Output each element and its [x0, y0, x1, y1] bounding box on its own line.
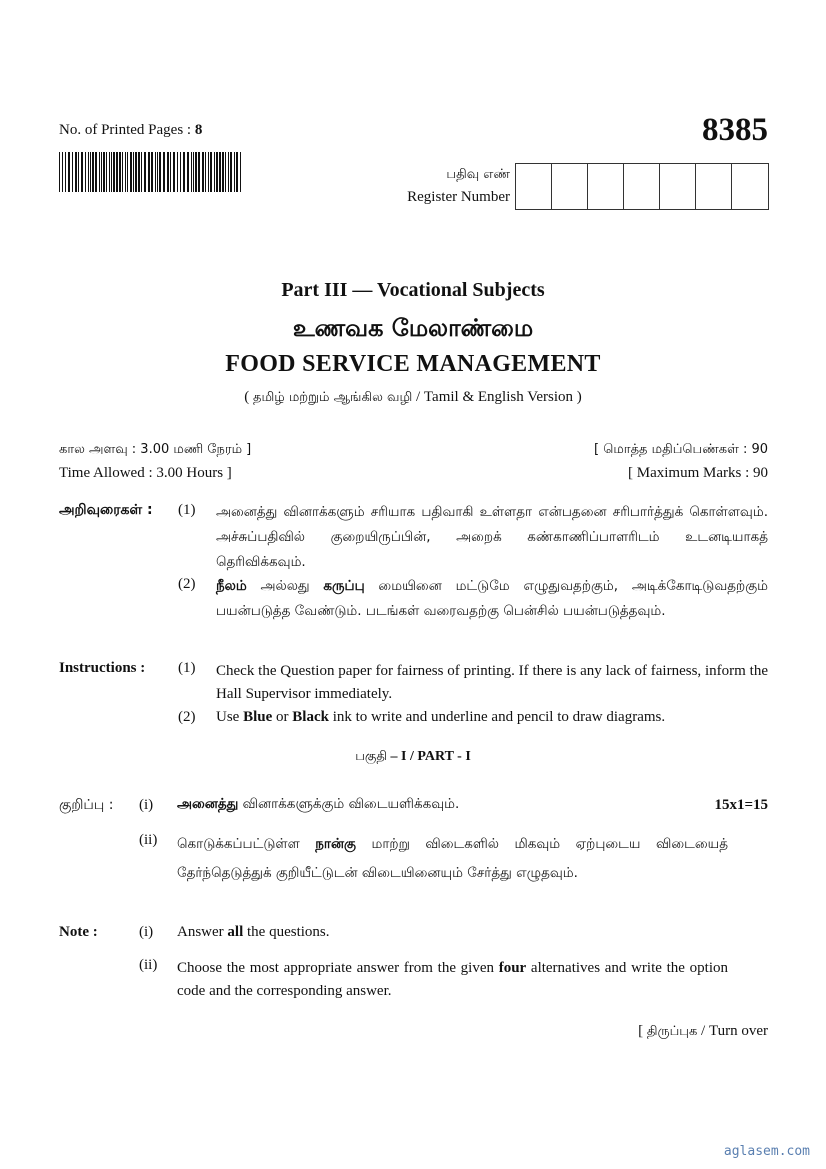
barcode-bar: [111, 152, 112, 192]
max-marks-english: [ Maximum Marks : 90: [628, 465, 768, 481]
time-allowed-english: Time Allowed : 3.00 Hours ]: [59, 465, 232, 481]
barcode-bar: [155, 152, 156, 192]
note-number: (i): [139, 924, 154, 940]
version-tamil: தமிழ் மற்றும் ஆங்கில வழி: [252, 390, 413, 405]
barcode-bar: [167, 152, 169, 192]
barcode-bar: [170, 152, 171, 192]
barcode-bar: [78, 152, 79, 192]
barcode-bar: [222, 152, 224, 192]
part-heading-english: – I / PART - I: [387, 749, 471, 764]
barcode-bar: [234, 152, 235, 192]
barcode-bar: [225, 152, 226, 192]
register-digit-box[interactable]: [732, 164, 768, 209]
register-label-tamil: பதிவு எண்: [446, 167, 510, 182]
barcode-bar: [205, 152, 206, 192]
note-tamil-2: கொடுக்கப்பட்டுள்ள நான்கு மாற்று விடைகளில் மிகவும் ஏற்புடைய விடையைத் தேர்ந்தெடுத்துக் குறியீட்டுடன் விடையினையும் சேர்த்து எழுதவும்.: [177, 836, 728, 881]
barcode-bar: [85, 152, 86, 192]
barcode-bar: [157, 152, 158, 192]
barcode-bar: [191, 152, 192, 192]
barcode-bar: [75, 152, 77, 192]
section-marks: 15x1=15: [714, 797, 768, 813]
part-title: Part III — Vocational Subjects: [281, 279, 545, 301]
turn-over-tamil: திருப்புக: [646, 1024, 698, 1039]
barcode-bar: [122, 152, 123, 192]
printed-pages-label: No. of Printed Pages :: [59, 122, 195, 138]
barcode-bar: [106, 152, 107, 192]
instruction-tamil-2: நீலம் அல்லது கருப்பு மையினை மட்டுமே எழுதுவதற்கும், அடிக்கோடிடுவதற்கும் பயன்படுத்த வேண்டும். படங்கள் வரைவதற்கு பென்சில் பயன்படுத்தவும்.: [216, 578, 768, 619]
barcode-bar: [141, 152, 142, 192]
barcode-bar: [88, 152, 89, 192]
note-label-english: Note :: [59, 924, 98, 940]
barcode-bar: [195, 152, 197, 192]
barcode-bar: [95, 152, 97, 192]
barcode-bar: [216, 152, 218, 192]
instruction-english-1: Check the Question paper for fairness of printing. If there is any lack of fairness, inform the Hall Supervisor immediately.: [216, 663, 768, 702]
note-english-2: Choose the most appropriate answer from the given four alternatives and write the option code and the corresponding answer.: [177, 960, 728, 999]
barcode-bar: [113, 152, 115, 192]
part-heading: [0, 748, 826, 765]
turn-over-note: [ திருப்புக / Turn over: [638, 1023, 768, 1039]
subject-title-tamil: உணவக மேலாண்மை: [292, 314, 534, 342]
instruction-number: (1): [178, 502, 196, 518]
barcode-bar: [183, 152, 185, 192]
printed-pages-value: 8: [194, 122, 203, 138]
barcode-bar: [219, 152, 221, 192]
barcode-bar: [202, 152, 204, 192]
paper-code: 8385: [702, 112, 768, 148]
register-digit-box[interactable]: [696, 164, 732, 209]
barcode-bar: [135, 152, 137, 192]
time-allowed-tamil: கால அளவு : 3.00 மணி நேரம் ]: [59, 442, 252, 457]
barcode-bar: [130, 152, 132, 192]
barcode-bar: [62, 152, 63, 192]
barcode-bar: [236, 152, 238, 192]
barcode-image: [59, 152, 245, 192]
note-label-tamil: குறிப்பு :: [59, 797, 114, 813]
barcode-bar: [138, 152, 140, 192]
barcode-bar: [230, 152, 232, 192]
barcode-bar: [90, 152, 91, 192]
barcode-bar: [99, 152, 100, 192]
note-english-1: Answer all the questions.: [177, 924, 330, 940]
instruction-number: (2): [178, 709, 196, 725]
barcode-bar: [68, 152, 70, 192]
barcode-bar: [214, 152, 215, 192]
instruction-number: (1): [178, 660, 196, 676]
turn-over-english: / Turn over: [697, 1023, 768, 1039]
subject-title-english: FOOD SERVICE MANAGEMENT: [225, 351, 601, 377]
barcode-bar: [119, 152, 121, 192]
note-number: (ii): [139, 832, 158, 848]
register-digit-box[interactable]: [660, 164, 696, 209]
barcode-bar: [72, 152, 73, 192]
barcode-bar: [228, 152, 229, 192]
barcode-bar: [187, 152, 189, 192]
register-number-boxes[interactable]: [515, 163, 769, 210]
part-heading-tamil: பகுதி: [355, 749, 388, 764]
barcode-bar: [81, 152, 83, 192]
register-digit-box[interactable]: [588, 164, 624, 209]
printed-pages-count: [59, 122, 202, 139]
barcode-bar: [151, 152, 153, 192]
time-marks-row-tamil: [59, 442, 768, 458]
barcode-bar: [116, 152, 118, 192]
barcode-bar: [59, 152, 60, 192]
barcode-bar: [144, 152, 146, 192]
instruction-tamil-1: அனைத்து வினாக்களும் சரியாக பதிவாகி உள்ளதா என்பதனை சரிபார்த்துக் கொள்ளவும். அச்சுப்பதிவில் குறையிருப்பின், அறைக் கண்காணிப்பாளரிடம் உடனடியாகத் தெரிவிக்கவும்.: [216, 504, 768, 570]
barcode-bar: [133, 152, 134, 192]
note-number: (i): [139, 797, 154, 813]
barcode-bar: [180, 152, 181, 192]
note-number: (ii): [139, 957, 158, 973]
barcode-bar: [148, 152, 150, 192]
barcode-bar: [177, 152, 178, 192]
register-digit-box[interactable]: [552, 164, 588, 209]
version-english: / Tamil & English Version ): [412, 389, 582, 405]
watermark-text: aglasem.com: [723, 1144, 810, 1159]
barcode-bar: [92, 152, 94, 192]
register-digit-box[interactable]: [516, 164, 552, 209]
barcode-bar: [173, 152, 175, 192]
instruction-english-2: Use Blue or Black ink to write and underline and pencil to draw diagrams.: [216, 709, 666, 725]
barcode-bar: [193, 152, 194, 192]
barcode-bar: [163, 152, 165, 192]
version-note: ( தமிழ் மற்றும் ஆங்கில வழி / Tamil & English Version ): [244, 389, 582, 405]
barcode-bar: [65, 152, 66, 192]
barcode-bar: [210, 152, 212, 192]
barcode-bar: [198, 152, 200, 192]
barcode-bar: [101, 152, 102, 192]
instructions-label-english: Instructions :: [59, 660, 146, 676]
barcode-bar: [109, 152, 110, 192]
time-marks-row-english: [59, 465, 768, 482]
barcode-bar: [240, 152, 241, 192]
barcode-bar: [127, 152, 128, 192]
register-digit-box[interactable]: [624, 164, 660, 209]
register-number-labels: [392, 163, 510, 209]
instructions-label-tamil: அறிவுரைகள் :: [59, 502, 153, 518]
barcode-bar: [208, 152, 209, 192]
barcode-bar: [159, 152, 161, 192]
register-label-english: Register Number: [407, 189, 510, 205]
barcode-bar: [125, 152, 126, 192]
barcode-bar: [103, 152, 105, 192]
note-tamil-1: அனைத்து வினாக்களுக்கும் விடையளிக்கவும்.: [177, 796, 460, 812]
instruction-number: (2): [178, 576, 196, 592]
max-marks-tamil: [ மொத்த மதிப்பெண்கள் : 90: [594, 442, 768, 457]
